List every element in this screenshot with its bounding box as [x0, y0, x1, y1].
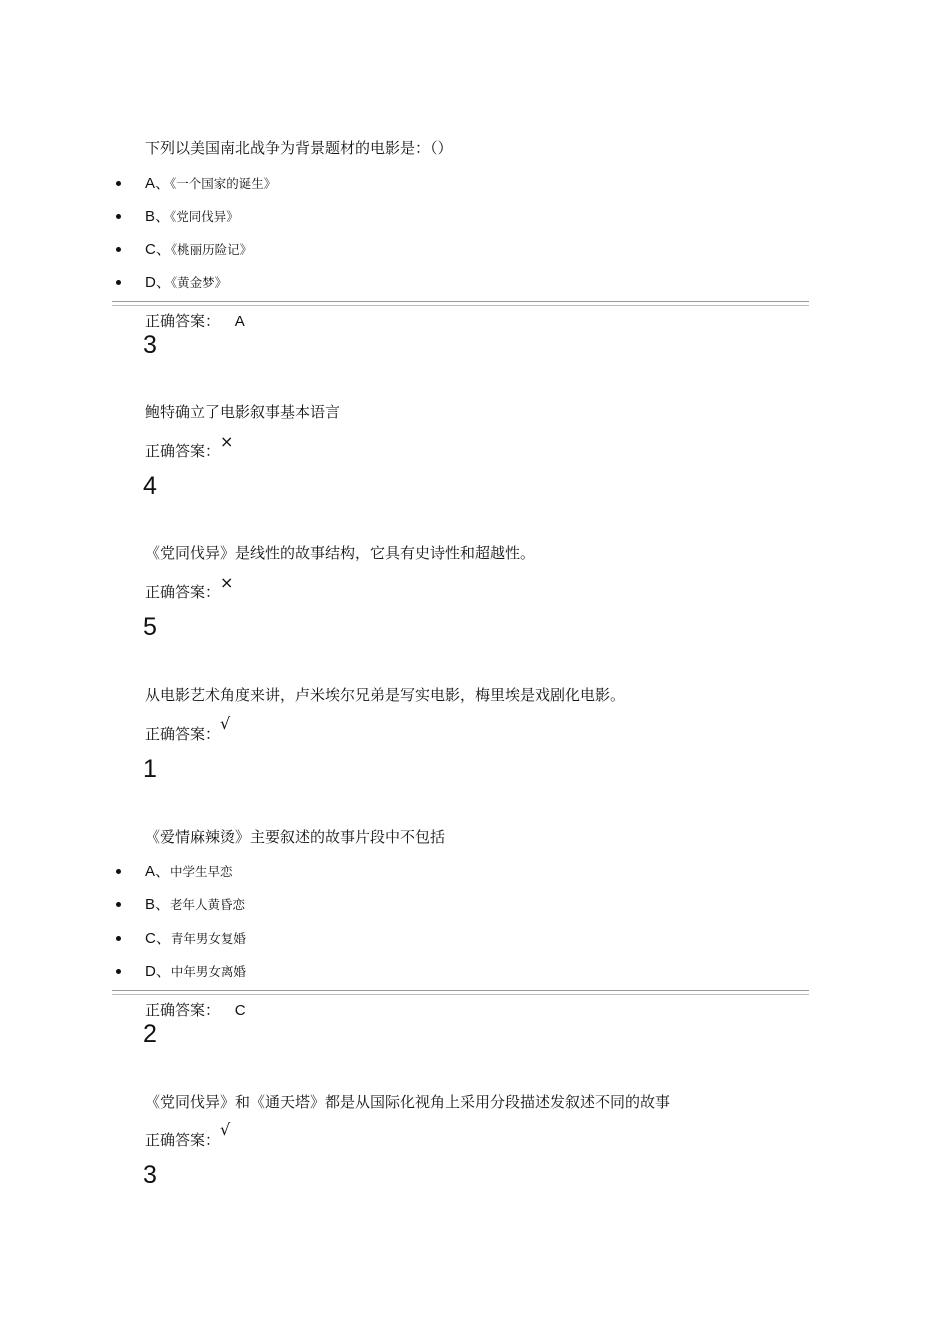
answer-value: × — [220, 573, 234, 592]
option-text: 《桃丽历险记》 — [170, 242, 253, 257]
option-c — [145, 238, 252, 259]
question-number: 4 — [143, 472, 157, 500]
question-number: 1 — [143, 755, 157, 783]
option-letter: C、 — [145, 930, 171, 947]
option-letter: A、 — [145, 175, 171, 192]
question-number: 5 — [143, 613, 157, 641]
question-text: 下列以美国南北战争为背景题材的电影是：（） — [145, 139, 453, 157]
option-d — [145, 271, 227, 292]
answer-value: √ — [220, 1120, 231, 1139]
option-text: 中学生早恋 — [170, 864, 233, 879]
question-text: 鲍特确立了电影叙事基本语言 — [145, 403, 341, 421]
answer-row — [145, 1120, 231, 1150]
option-text: 中年男女离婚 — [170, 964, 246, 979]
answer-row — [145, 714, 231, 744]
bullet — [116, 969, 121, 974]
question-number: 3 — [143, 331, 157, 359]
option-letter: B、 — [145, 896, 171, 913]
question-number: 2 — [143, 1020, 157, 1048]
bullet — [116, 247, 121, 252]
option-letter: A、 — [145, 863, 171, 880]
option-letter: D、 — [145, 274, 171, 291]
option-letter: B、 — [145, 208, 171, 225]
question-text: 《党同伐异》和《通天塔》都是从国际化视角上采用分段描述发叙述不同的故事 — [145, 1093, 671, 1111]
answer-label: 正确答案： — [145, 725, 221, 743]
option-text: 老年人黄昏恋 — [170, 897, 246, 912]
bullet — [116, 902, 121, 907]
answer-row — [145, 432, 234, 461]
bullet — [116, 936, 121, 941]
option-letter: D、 — [145, 963, 171, 980]
question-text: 《爱情麻辣烫》主要叙述的故事片段中不包括 — [145, 828, 446, 846]
answer-row — [145, 999, 246, 1020]
divider — [112, 301, 809, 306]
bullet — [116, 280, 121, 285]
divider — [112, 990, 809, 995]
option-b — [145, 205, 239, 226]
answer-value: × — [220, 432, 234, 451]
option-c — [145, 927, 246, 948]
answer-label: 正确答案： — [145, 1131, 221, 1149]
question-text: 《党同伐异》是线性的故事结构，它具有史诗性和超越性。 — [145, 544, 536, 562]
option-d — [145, 960, 246, 981]
answer-value: √ — [220, 714, 231, 733]
option-text: 《一个国家的诞生》 — [170, 176, 277, 191]
option-letter: C、 — [145, 241, 171, 258]
answer-label: 正确答案： — [145, 583, 221, 601]
bullet — [116, 214, 121, 219]
answer-value: A — [234, 313, 245, 330]
answer-value: C — [234, 1002, 246, 1019]
option-text: 青年男女复婚 — [170, 931, 246, 946]
question-text: 从电影艺术角度来讲，卢米埃尔兄弟是写实电影，梅里埃是戏剧化电影。 — [145, 686, 626, 704]
option-b — [145, 893, 245, 914]
answer-label: 正确答案： — [145, 1001, 221, 1019]
option-text: 《黄金梦》 — [170, 275, 228, 290]
answer-row — [145, 310, 245, 331]
option-a — [145, 172, 276, 193]
option-a — [145, 860, 233, 881]
bullet — [116, 869, 121, 874]
option-text: 《党同伐异》 — [170, 209, 239, 224]
answer-label: 正确答案： — [145, 442, 221, 460]
question-number: 3 — [143, 1161, 157, 1189]
answer-label: 正确答案： — [145, 312, 221, 330]
bullet — [116, 181, 121, 186]
answer-row — [145, 573, 234, 602]
